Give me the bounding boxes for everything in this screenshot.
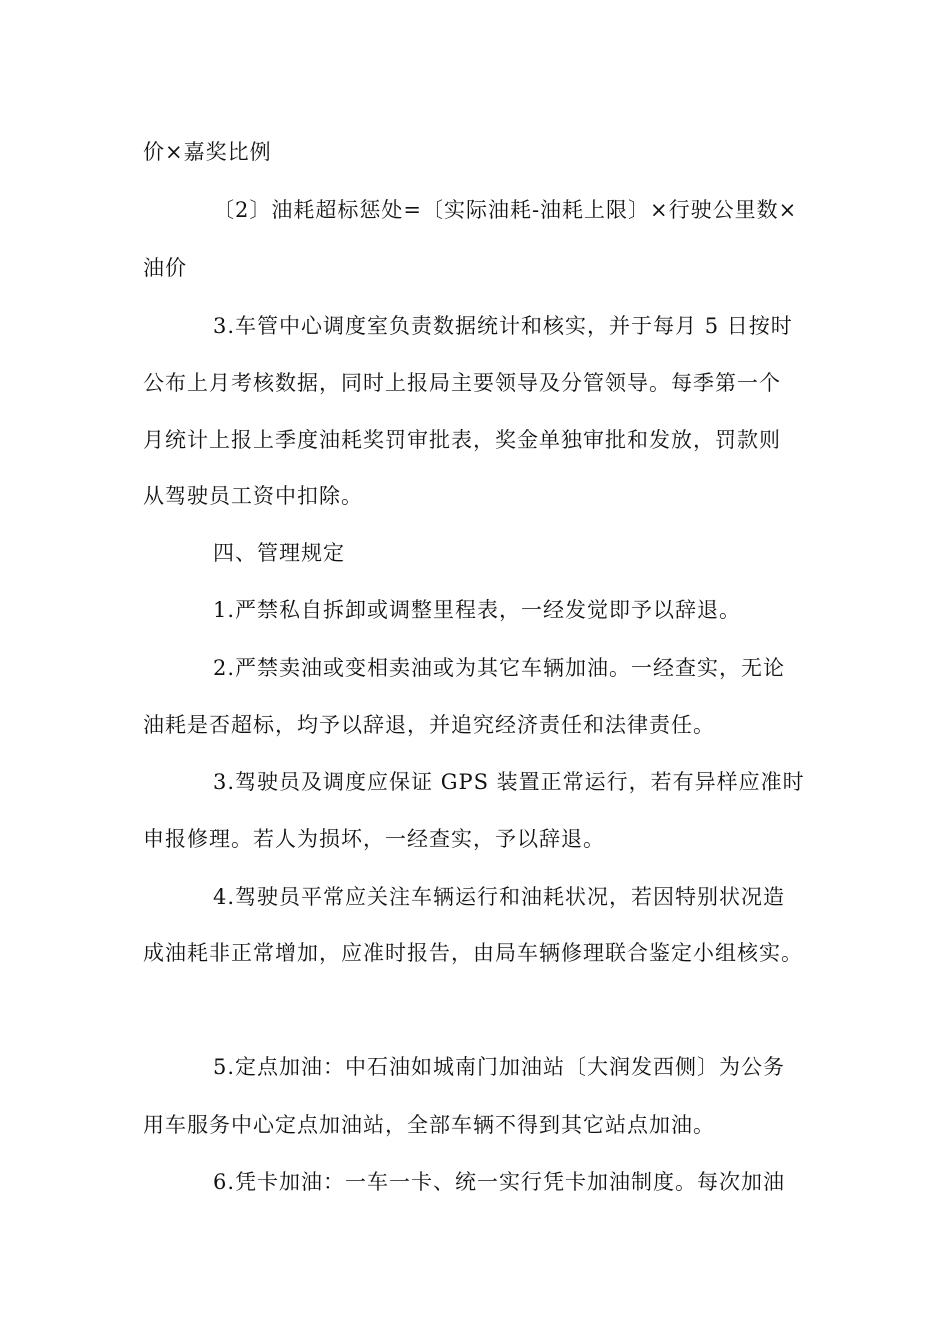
text-line: 4.驾驶员平常应关注车辆运行和油耗状况，若因特别状况造 xyxy=(213,885,786,909)
text-line: 2.严禁卖油或变相卖油或为其它车辆加油。一经查实，无论 xyxy=(213,656,786,680)
section-heading: 四、管理规定 xyxy=(213,541,345,565)
text-line: 月统计上报上季度油耗奖罚审批表，奖金单独审批和发放，罚款则 xyxy=(143,428,781,452)
text-line: 3.驾驶员及调度应保证 GPS 装置正常运行，若有异样应准时 xyxy=(213,770,805,794)
text-line: 用车服务中心定点加油站，全部车辆不得到其它站点加油。 xyxy=(143,1113,715,1137)
text-line: 价×嘉奖比例 xyxy=(143,140,272,164)
text-line: 从驾驶员工资中扣除。 xyxy=(143,484,363,508)
text-line: 1.严禁私自拆卸或调整里程表，一经发觉即予以辞退。 xyxy=(213,598,742,622)
text-line: 申报修理。若人为损坏，一经查实，予以辞退。 xyxy=(143,827,605,851)
text-line: 3.车管中心调度室负责数据统计和核实，并于每月 5 日按时 xyxy=(213,314,793,338)
text-line: 〔2〕油耗超标惩处=〔实际油耗-油耗上限〕×行驶公里数× xyxy=(213,198,798,222)
text-line: 5.定点加油：中石油如城南门加油站〔大润发西侧〕为公务 xyxy=(213,1055,786,1079)
text-line: 公布上月考核数据，同时上报局主要领导及分管领导。每季第一个 xyxy=(143,371,781,395)
text-line: 成油耗非正常增加，应准时报告，由局车辆修理联合鉴定小组核实。 xyxy=(143,941,803,965)
text-line: 油耗是否超标，均予以辞退，并追究经济责任和法律责任。 xyxy=(143,713,715,737)
text-line: 油价 xyxy=(143,256,187,280)
text-line: 6.凭卡加油：一车一卡、统一实行凭卡加油制度。每次加油 xyxy=(213,1170,786,1194)
